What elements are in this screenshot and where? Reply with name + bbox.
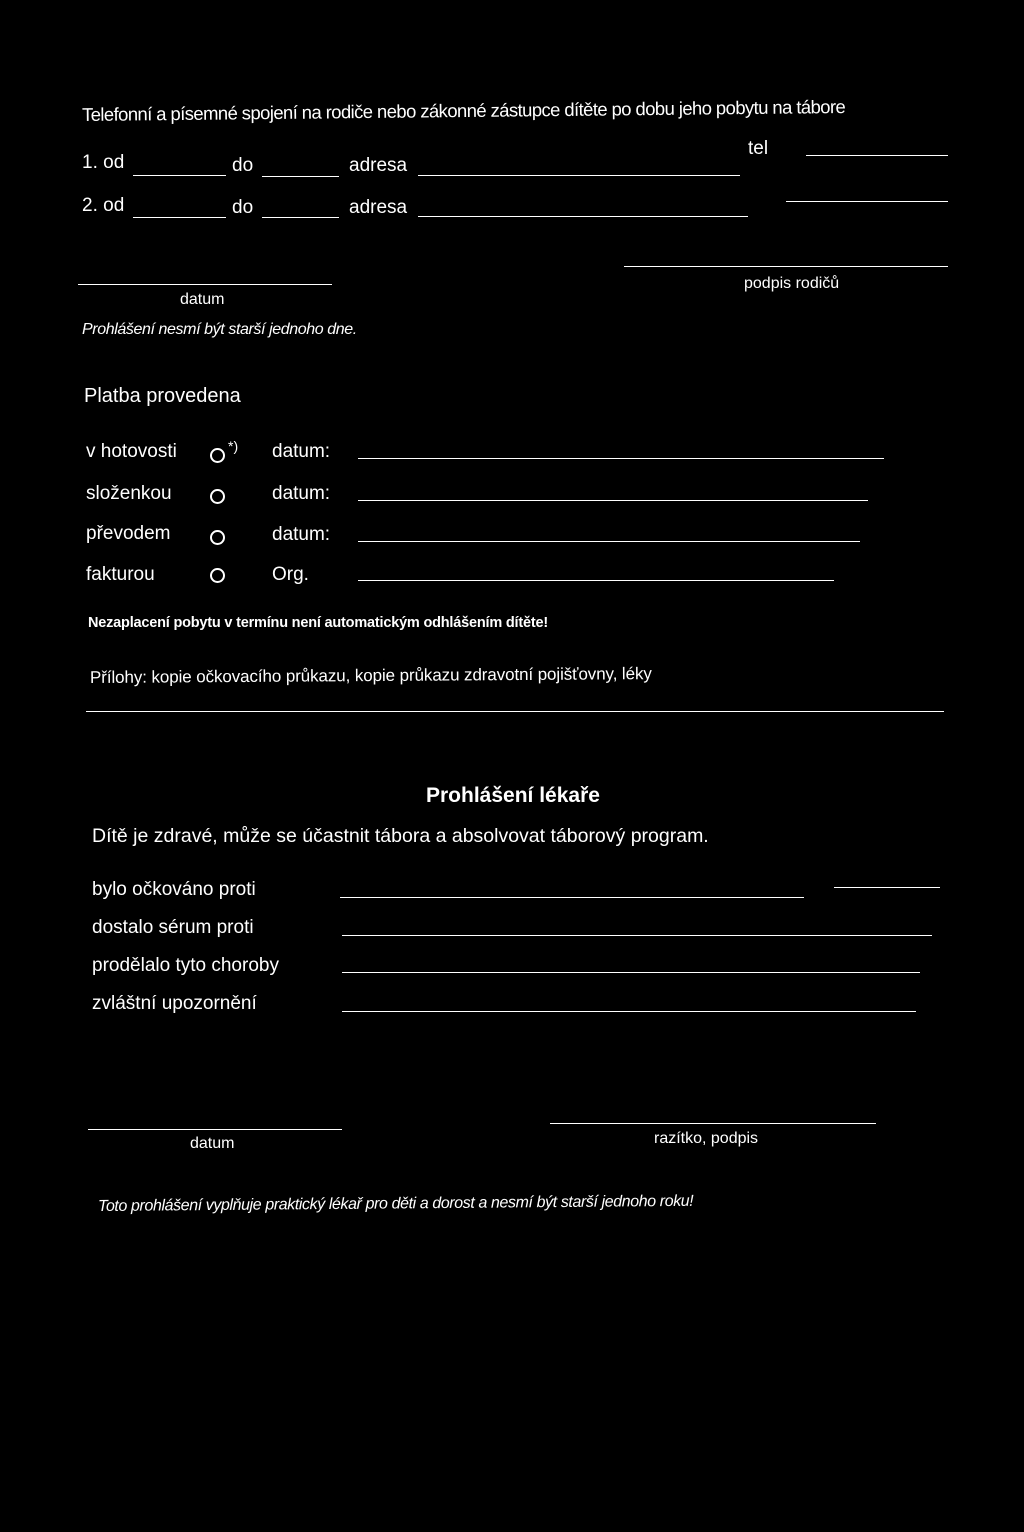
payment-line-faktura[interactable] <box>358 580 834 581</box>
doctor-line-serum[interactable] <box>342 935 932 936</box>
doctor-note: Toto prohlášení vyplňuje praktický lékař pro děti a dorost a nesmí být starší jednoho roku! <box>97 1192 694 1215</box>
contact-row2-adresa: adresa <box>349 197 408 218</box>
doctor-line-upozorneni[interactable] <box>342 1011 916 1012</box>
radio-faktura[interactable] <box>210 568 225 583</box>
payment-line-prevod[interactable] <box>358 541 860 542</box>
contact-row1-do: do <box>232 155 254 176</box>
doctor-title: Prohlášení lékaře <box>426 784 600 807</box>
contact-row1-od-line[interactable] <box>133 175 226 176</box>
contact-row2-od-line[interactable] <box>133 217 226 218</box>
payment-field-slozenka: datum: <box>272 483 331 504</box>
doctor-statement: Dítě je zdravé, může se účastnit tábora a absolvovat táborový program. <box>92 825 709 847</box>
asterisk-note: *) <box>228 438 239 454</box>
doctor-line-choroby[interactable] <box>342 972 920 973</box>
contact-row2-num: 2. od <box>82 195 125 216</box>
doctor-razitko-line[interactable] <box>550 1123 876 1124</box>
contact-row2-do-line[interactable] <box>262 217 339 218</box>
doctor-field-serum: dostalo sérum proti <box>92 917 254 938</box>
sign1-datum-label: datum <box>180 291 225 308</box>
radio-hotovost[interactable] <box>210 448 225 463</box>
contact-row2-tel-line[interactable] <box>786 201 948 202</box>
payment-option-faktura: fakturou <box>86 564 155 585</box>
sign1-note: Prohlášení nesmí být starší jednoho dne. <box>82 321 357 338</box>
payment-warning: Nezaplacení pobytu v termínu není automatickým odhlášením dítěte! <box>88 615 548 631</box>
doctor-razitko-label: razítko, podpis <box>654 1130 759 1147</box>
radio-prevod[interactable] <box>210 530 225 545</box>
radio-slozenka[interactable] <box>210 489 225 504</box>
payment-field-hotovost: datum: <box>272 441 331 462</box>
doctor-field-upozorneni: zvláštní upozornění <box>92 993 257 1014</box>
contact-row1-num: 1. od <box>82 152 125 173</box>
sign1-podpis-line[interactable] <box>624 266 948 267</box>
doctor-line-ockovano[interactable] <box>340 897 804 898</box>
doctor-line-ockovano-2[interactable] <box>834 887 940 888</box>
contact-row1-tel-line[interactable] <box>806 155 948 156</box>
contact-row1-adresa-line[interactable] <box>418 175 740 176</box>
payment-title: Platba provedena <box>84 385 241 407</box>
contact-row1-tel: tel <box>748 138 769 159</box>
payment-field-prevod: datum: <box>272 524 331 545</box>
payment-option-slozenka: složenkou <box>86 483 172 504</box>
attachments-text: Přílohy: kopie očkovacího průkazu, kopie průkazu zdravotní pojišťovny, léky <box>89 664 652 687</box>
contact-row2-adresa-line[interactable] <box>418 216 748 217</box>
payment-option-prevod: převodem <box>86 523 171 544</box>
sign1-datum-line[interactable] <box>78 284 332 285</box>
doctor-datum-label: datum <box>190 1135 235 1152</box>
doctor-field-choroby: prodělalo tyto choroby <box>92 955 279 976</box>
payment-line-hotovost[interactable] <box>358 458 884 459</box>
contact-row1-do-line[interactable] <box>262 176 339 177</box>
sign1-podpis-label: podpis rodičů <box>744 275 840 292</box>
attachments-line[interactable] <box>86 711 944 712</box>
payment-line-slozenka[interactable] <box>358 500 868 501</box>
doctor-field-ockovano: bylo očkováno proti <box>92 879 256 900</box>
doctor-datum-line[interactable] <box>88 1129 342 1130</box>
contact-row2-do: do <box>232 197 254 218</box>
payment-option-hotovost: v hotovosti <box>86 441 177 462</box>
contact-row1-adresa: adresa <box>349 155 408 176</box>
payment-field-faktura: Org. <box>272 564 309 585</box>
contact-heading: Telefonní a písemné spojení na rodiče nebo zákonné zástupce dítěte po dobu jeho pobytu na tábore <box>81 96 846 125</box>
